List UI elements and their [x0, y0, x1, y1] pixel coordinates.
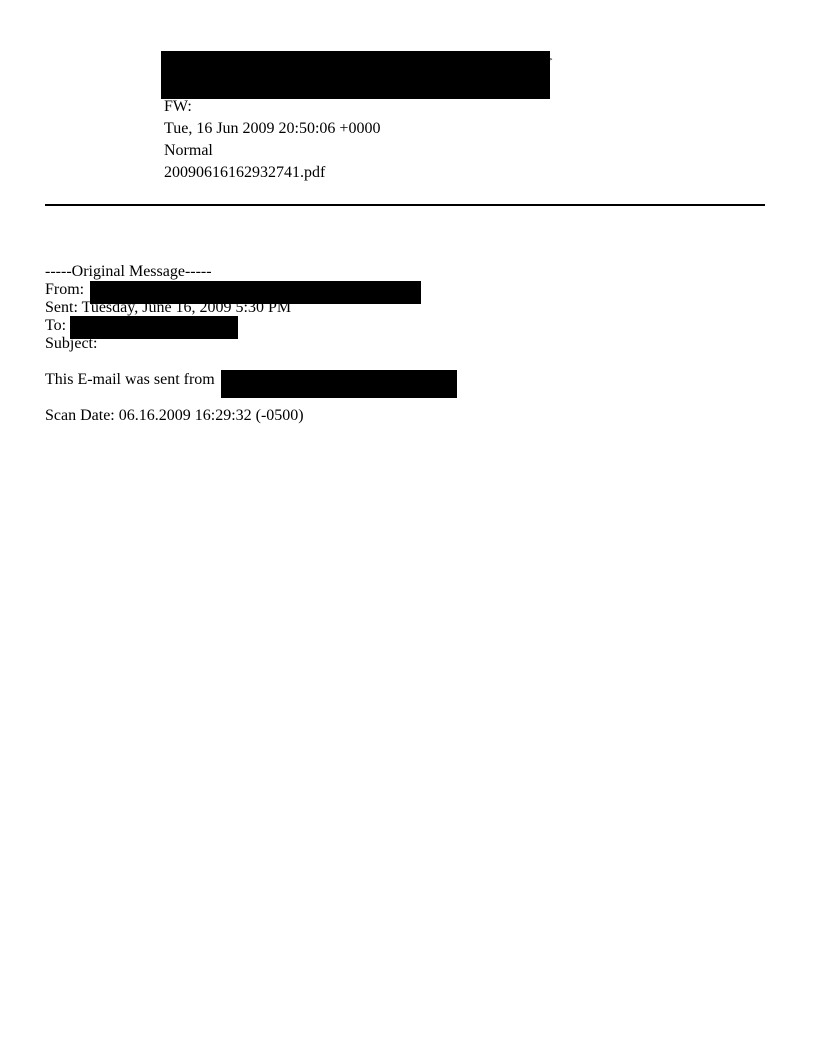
message-body-line: [45, 371, 215, 389]
original-to-label: To:: [45, 317, 67, 334]
truncated-bracket-glyph: >: [546, 52, 553, 66]
original-from-line: [45, 281, 84, 299]
attachment-filename[interactable]: 20090616162932741.pdf: [164, 164, 326, 181]
importance-value: Normal: [164, 142, 213, 159]
original-sent-line: [45, 299, 291, 317]
message-body-text: This E-mail was sent from: [45, 371, 215, 388]
date-value: Tue, 16 Jun 2009 20:50:06 +0000: [164, 120, 381, 137]
original-to-line: [45, 317, 66, 335]
original-subject-label: Subject:: [45, 335, 98, 352]
header-divider: [45, 204, 765, 206]
original-sent-value: Tuesday, June 16, 2009 5:30 PM: [81, 299, 292, 316]
original-sent-label: Sent:: [45, 299, 78, 316]
redaction-from-to: [161, 51, 550, 99]
original-message-separator: -----Original Message-----: [45, 263, 212, 280]
redaction-sender-device: [221, 370, 457, 398]
original-from-label: From:: [45, 281, 85, 298]
original-subject-line: [45, 335, 97, 353]
scan-date-line: Scan Date: 06.16.2009 16:29:32 (-0500): [45, 407, 304, 424]
subject-value: FW:: [164, 98, 192, 115]
